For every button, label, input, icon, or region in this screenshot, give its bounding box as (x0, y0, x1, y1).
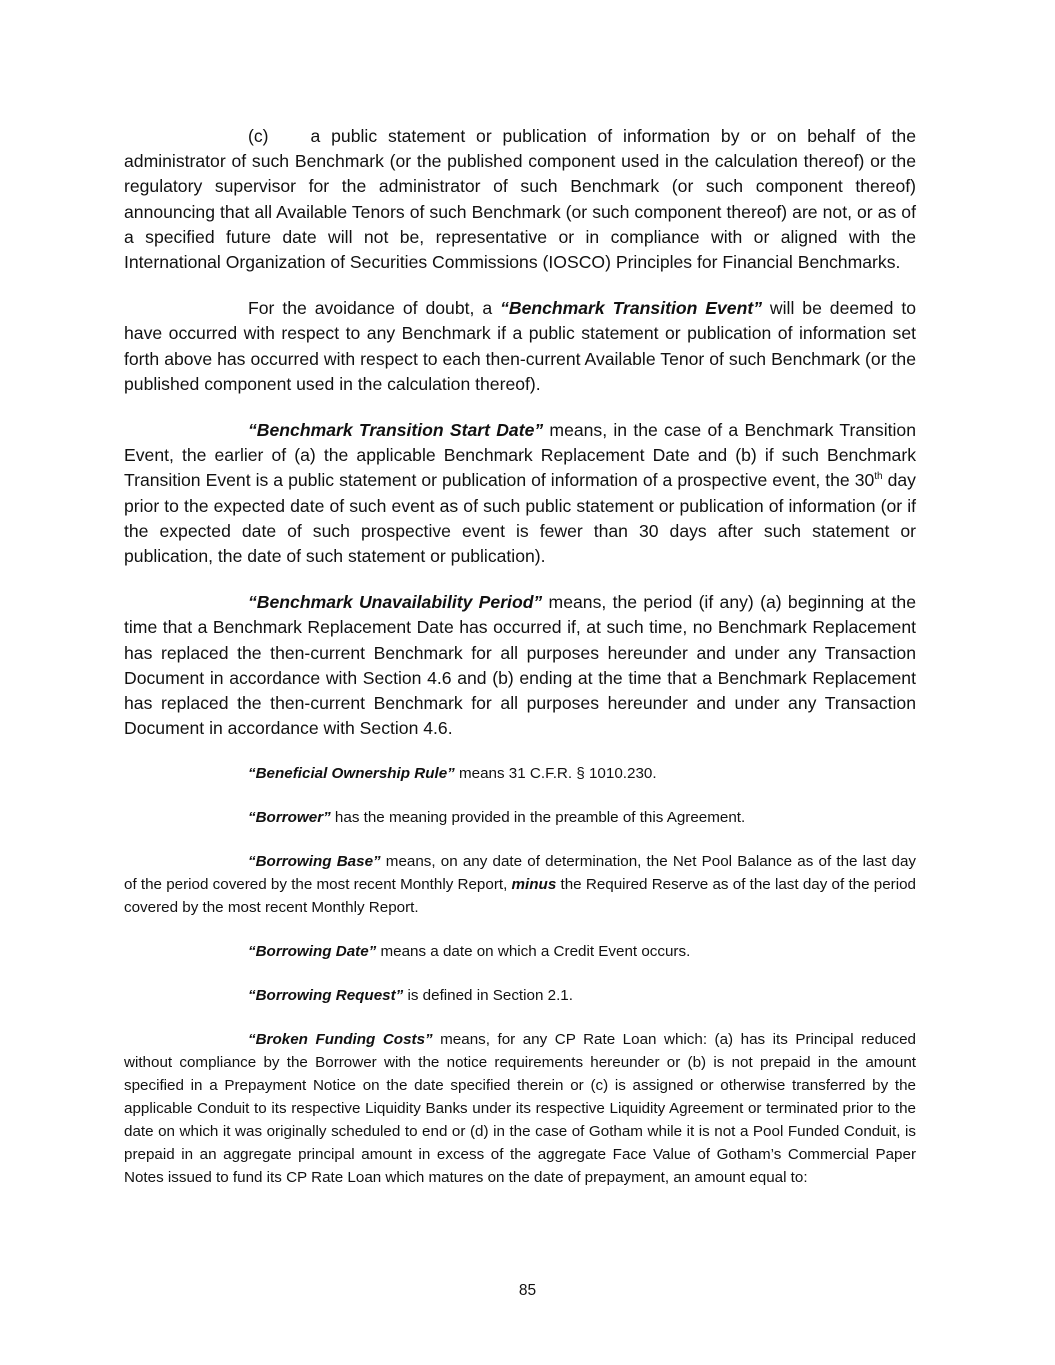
defined-term: “Borrowing Date” (248, 943, 377, 961)
defined-term: “Benchmark Unavailability Period” (248, 592, 543, 613)
page-number: 85 (518, 1282, 537, 1299)
document-body (124, 124, 916, 1210)
paragraph-label: (c) (248, 126, 269, 146)
defined-term: “Broken Funding Costs” (248, 1031, 433, 1049)
defined-term: “Borrowing Base” (248, 853, 381, 871)
definition-beneficial-ownership-rule: “Beneficial Ownership Rule” means 31 C.F.R. § 1010.230. (248, 765, 657, 783)
defined-term: “Benchmark Transition Event” (500, 298, 762, 319)
definition-borrowing-request: “Borrowing Request” is defined in Section 2.1. (248, 987, 573, 1005)
definition-borrowing-date: “Borrowing Date” means a date on which a Credit Event occurs. (248, 943, 691, 961)
defined-term: “Benchmark Transition Start Date” (248, 420, 544, 441)
definition-broken-funding-costs: “Broken Funding Costs” means, for any CP Rate Loan which: (a) has its Principal reduced without compliance by the Borrower with the notice requirements hereunder or (b) is not prepaid in the amount specified in a Prepayment Notice on the date specified therein or (c) is assigned or otherwise transferred by the applicable Conduit to its respective Liquidity Banks under its respective Liquidity Agreement or terminated prior to the date on which it was originally scheduled to end or (d) in the case of Gotham while it is not a Pool Funded Conduit, is prepaid in an aggregate principal amount in excess of the aggregate Face Value of Gotham’s Commercial Paper Notes issued to fund its CP Rate Loan which matures on the date of prepayment, an amount equal to: (124, 1031, 916, 1187)
definition-borrower: “Borrower” has the meaning provided in the preamble of this Agreement. (248, 809, 746, 827)
definition-borrowing-base: “Borrowing Base” means, on any date of determination, the Net Pool Balance as of the last day of the period covered by the most recent Monthly Report, minus the Required Reserve as of the last day of the period covered by the most recent Monthly Report. (124, 853, 916, 917)
definition-benchmark-unavailability-period: “Benchmark Unavailability Period” means, the period (if any) (a) beginning at the time that a Benchmark Replacement Date has occurred if, at such time, no Benchmark Replacement has replaced the then-current Benchmark for all purposes hereunder and under any Transaction Document in accordance with Section 4.6 and (b) ending at the time that a Benchmark Replacement has replaced the then-current Benchmark for all purposes hereunder and under any Transaction Document in accordance with Section 4.6. (124, 592, 916, 739)
paragraph-avoidance-of-doubt: For the avoidance of doubt, a “Benchmark Transition Event” will be deemed to have occurred with respect to any Benchmark if a public statement or publication of information set forth above has occurred with respect to each then-current Available Tenor of such Benchmark (or the published component used in the calculation thereof). (124, 298, 916, 394)
defined-term: “Borrowing Request” (248, 987, 404, 1005)
definition-benchmark-transition-start-date: “Benchmark Transition Start Date” means, in the case of a Benchmark Transition Event, the earlier of (a) the applicable Benchmark Replacement Date and (b) if such Benchmark Transition Event is a public statement or publication of information of a prospective event, the 30th day prior to the expected date of such event as of such public statement or publication of information (or if the expected date of such prospective event is fewer than 30 days after such statement or publication, the date of such statement or publication). (124, 420, 916, 567)
paragraph-c: (c) a public statement or publication of information by or on behalf of the administrator of such Benchmark (or the published component used in the calculation thereof) or the regulatory supervisor for the administrator of such Benchmark (or such component thereof) announcing that all Available Tenors of such Benchmark (or such component thereof) are not, or as of a specified future date will not be, representative or in compliance with or aligned with the International Organization of Securities Commissions (IOSCO) Principles for Financial Benchmarks. (124, 126, 916, 273)
defined-term: “Beneficial Ownership Rule” (248, 765, 455, 783)
defined-term: “Borrower” (248, 809, 331, 827)
